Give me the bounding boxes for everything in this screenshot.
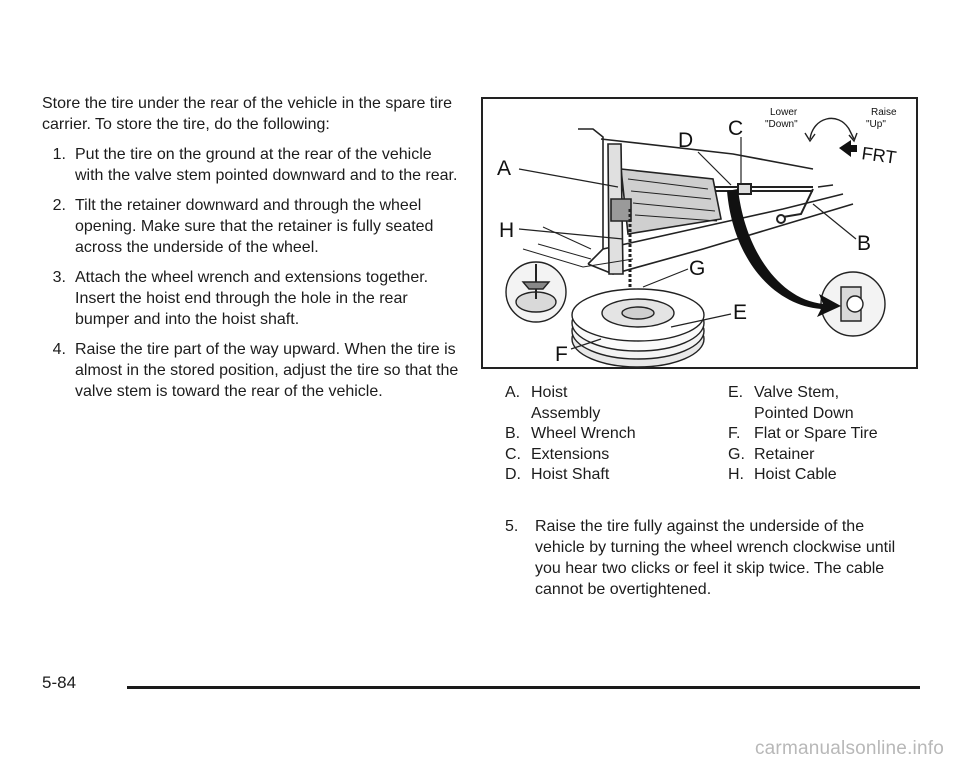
callout-g: G	[689, 257, 706, 280]
step-item	[42, 144, 462, 186]
callout-f: F	[555, 343, 568, 366]
raise-lower-direction-icon	[805, 118, 857, 141]
legend-key: E.	[728, 384, 744, 401]
legend-item	[505, 424, 725, 445]
legend-item	[728, 383, 928, 424]
step-text: Attach the wheel wrench and extensions together. Insert the hoist end through the hole in the rear bumper and into the hoist shaft.	[75, 269, 429, 328]
callout-b: B	[857, 232, 872, 255]
spare-tire-hoist-illustration	[481, 97, 918, 369]
spare-tire-drawing	[572, 289, 704, 367]
legend-item	[728, 424, 928, 445]
steps-list	[42, 144, 462, 402]
legend-key: A.	[505, 384, 521, 401]
legend-key: H.	[728, 466, 744, 483]
step-text: Tilt the retainer downward and through the wheel opening. Make sure that the retainer is fully seated across the underside of the wheel.	[75, 197, 434, 256]
step-text: Raise the tire part of the way upward. When the tire is almost in the stored position, adjust the tire so that the valve stem is toward the rear of the vehicle.	[75, 341, 459, 400]
instructions-column	[42, 93, 462, 411]
legend-column-right	[728, 383, 928, 486]
legend-key: F.	[728, 425, 741, 442]
step-number: 3.	[52, 269, 66, 286]
direction-labels	[765, 107, 898, 168]
front-arrow-icon	[839, 140, 857, 157]
legend-text: Wheel Wrench	[531, 425, 636, 442]
intro-paragraph: Store the tire under the rear of the vehicle in the spare tire carrier. To store the tire, do the following:	[42, 95, 453, 133]
retainer-detail-inset	[506, 262, 566, 322]
step-item	[42, 195, 462, 258]
legend-item	[728, 445, 928, 466]
legend-text: Flat or Spare Tire	[754, 425, 878, 442]
legend-text: Extensions	[531, 445, 610, 463]
step-number: 2.	[52, 197, 66, 214]
legend-text: Retainer	[754, 445, 815, 463]
legend-text: Valve Stem, Pointed Down	[754, 384, 854, 422]
front-label: FRT	[860, 143, 898, 168]
watermark: carmanualsonline.info	[754, 738, 944, 759]
callout-d: D	[678, 129, 694, 152]
footer-rule	[127, 686, 920, 689]
lower-label: Lower	[770, 107, 798, 118]
legend-text: Hoist Assembly	[531, 384, 601, 422]
callout-h: H	[499, 219, 515, 242]
legend-item	[728, 465, 928, 486]
callout-a: A	[497, 157, 512, 180]
legend-column-left	[505, 383, 725, 486]
step-text: Raise the tire fully against the underside of the vehicle by turning the wheel wrench clockwise until you hear two clicks or feel it skip twice. The cable cannot be overtightened.	[535, 518, 896, 598]
illustration-svg	[483, 99, 916, 367]
legend-key: B.	[505, 425, 521, 442]
legend-item	[505, 465, 725, 486]
page-number: 5-84	[42, 673, 77, 692]
raise-label: Raise	[871, 107, 897, 118]
legend-text: Hoist Shaft	[531, 466, 610, 483]
legend-text: Hoist Cable	[754, 466, 837, 483]
step-text: Put the tire on the ground at the rear of the vehicle with the valve stem pointed downward and to the rear.	[75, 146, 458, 184]
legend-item	[505, 383, 725, 424]
callout-c: C	[728, 117, 744, 140]
legend-key: D.	[505, 466, 521, 483]
legend-item	[505, 445, 725, 466]
legend-key: C.	[505, 445, 521, 463]
lower-sub-label: "Down"	[765, 119, 798, 130]
step-number: 4.	[52, 341, 66, 358]
step-item	[42, 267, 462, 330]
raise-sub-label: "Up"	[866, 119, 886, 130]
step-item-5	[505, 516, 915, 600]
step-number: 5.	[505, 518, 519, 535]
callout-e: E	[733, 301, 748, 324]
legend-key: G.	[728, 445, 745, 463]
step-number: 1.	[52, 146, 66, 163]
step-item	[42, 339, 462, 402]
